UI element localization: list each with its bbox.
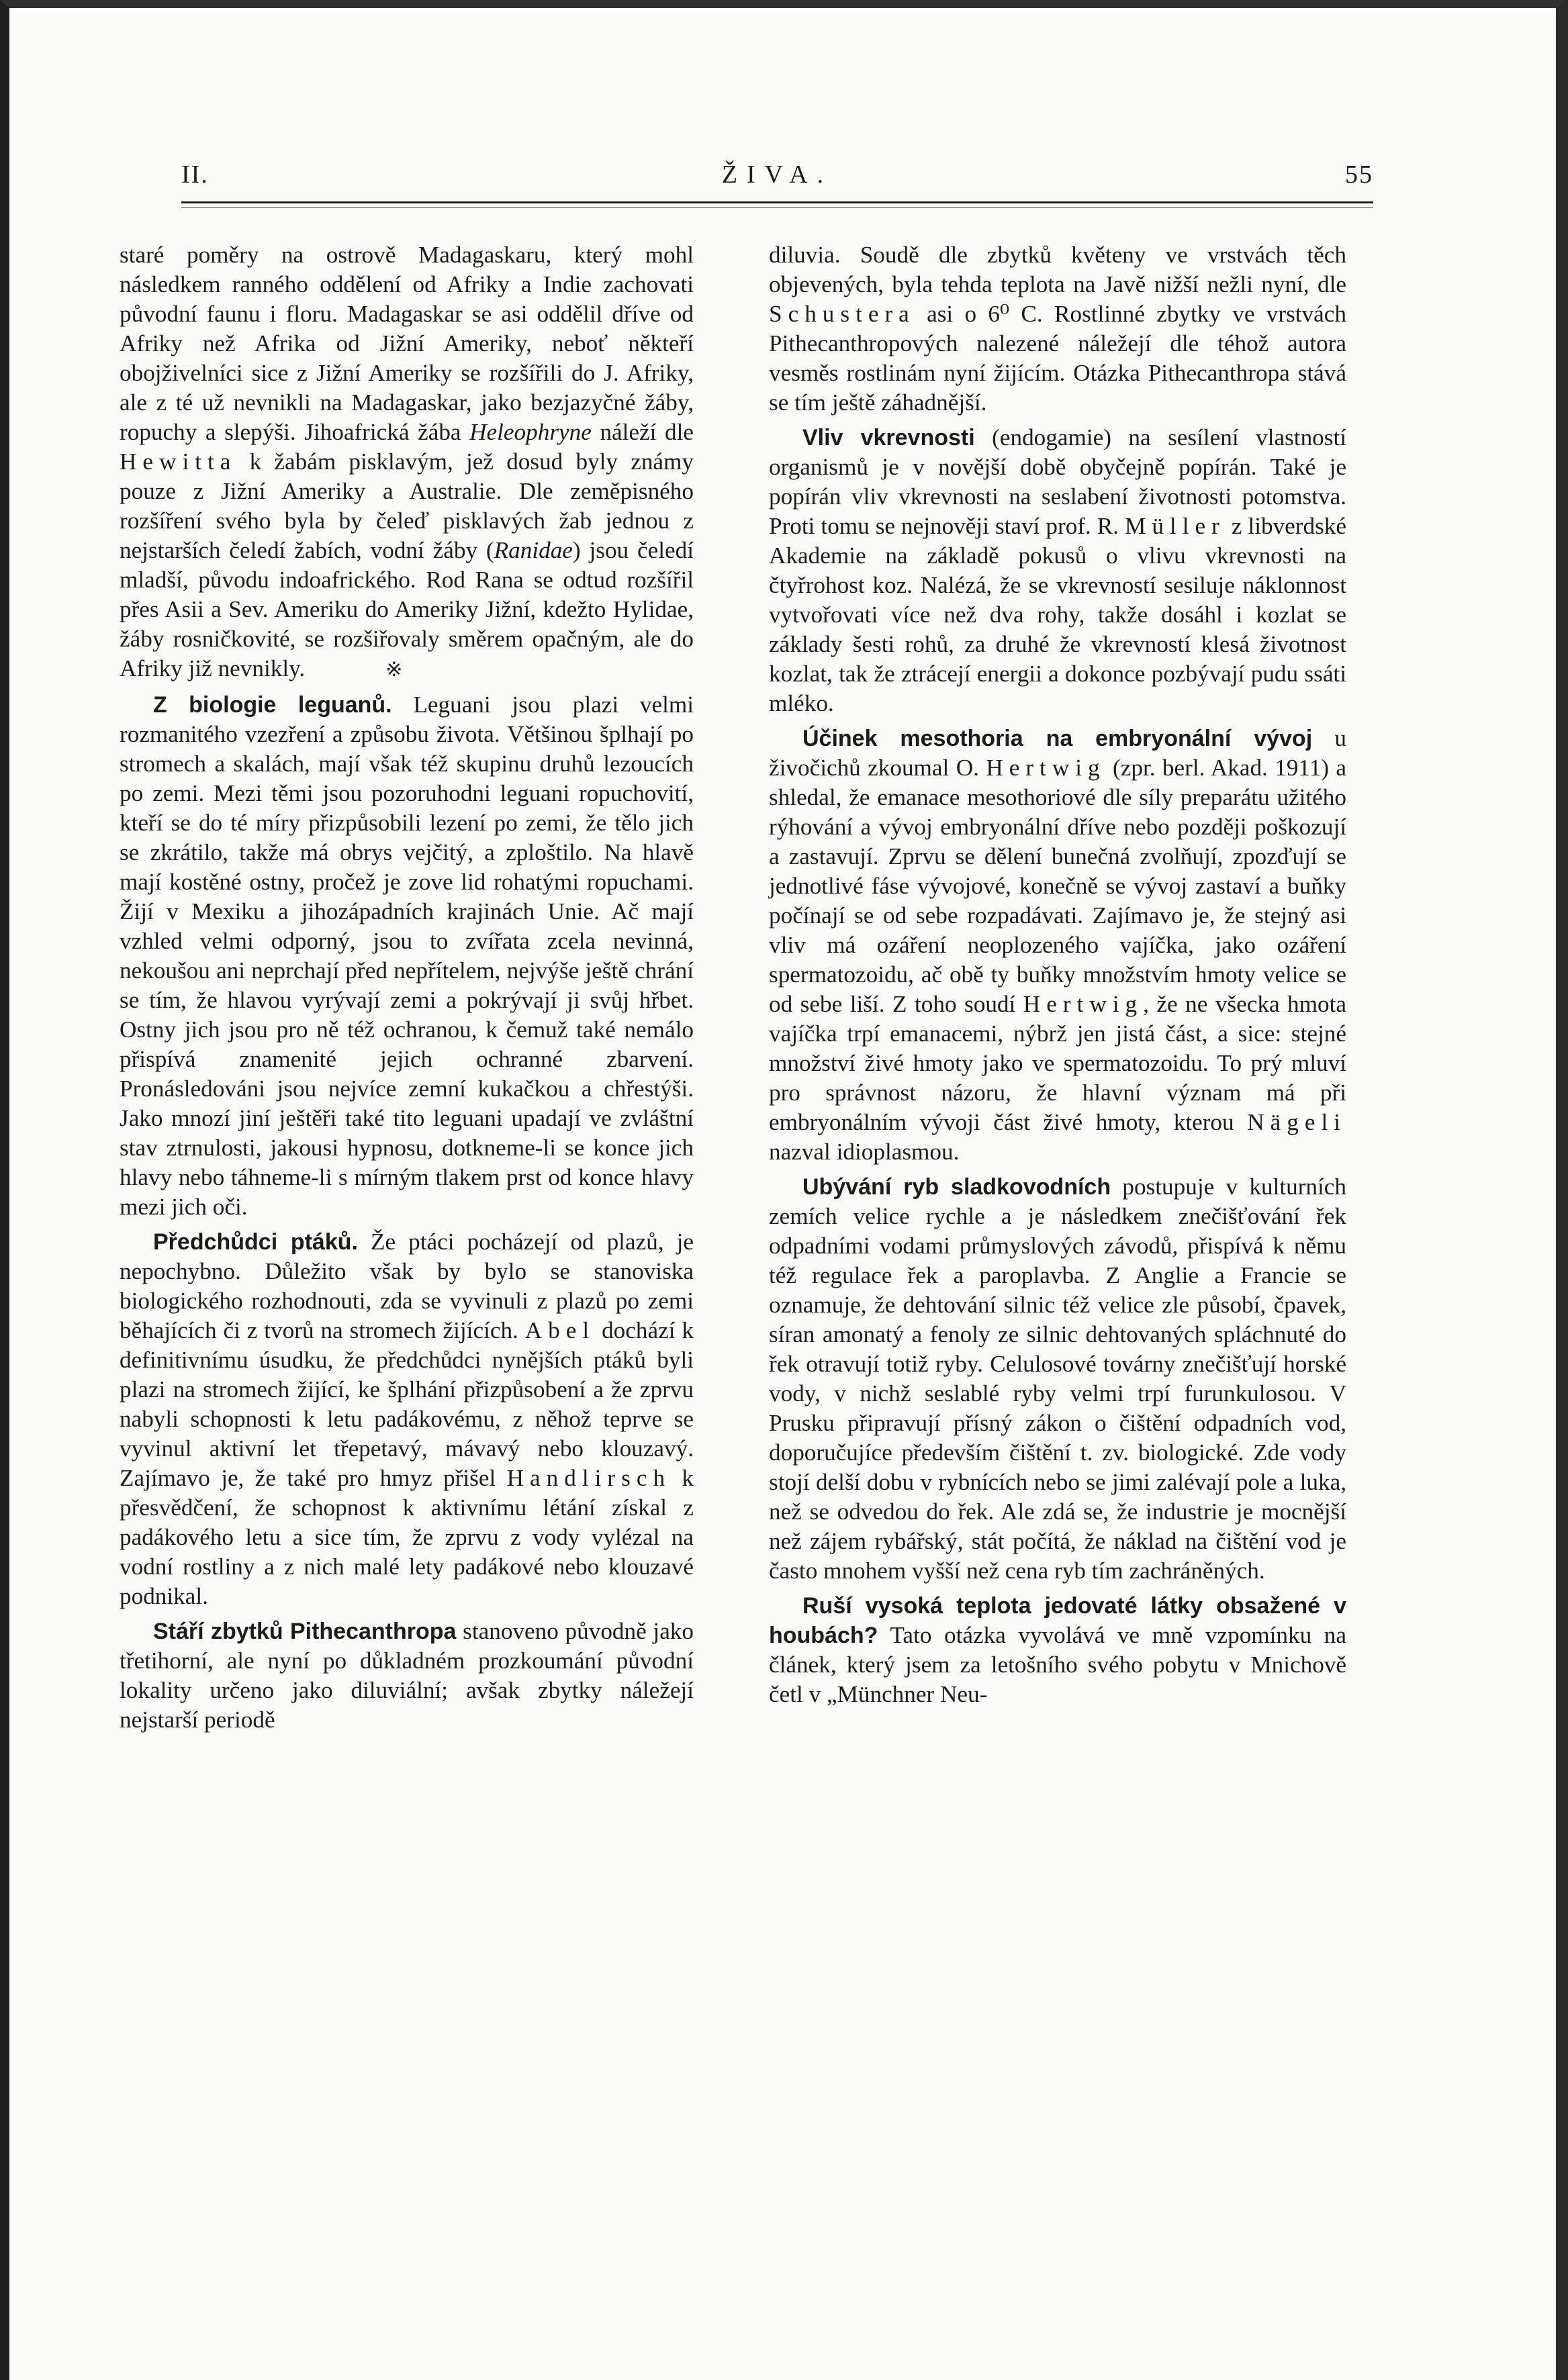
section-mesothorium: Účinek mesothoria na embryonální vývoj u živočichů zkoumal O. Hertwig (zpr. berl. Akad. 1911) a shledal, že emanace mesothoriové dle síly preparátu užitého rýhování a vývoj embryonální dříve nebo později poškozují a zastavují. Zprvu se dělení bunečná zvolňují, zpozďují se jednotlivé fáse vývojové, konečně se vývoj zastaví a buňky počínají se od sebe rozpadávati. Zajímavo je, že stejný asi vliv má ozáření neoplozeného vajíčka, jako ozáření spermatozoidu, ač obě ty buňky množstvím hmoty velice se od sebe liší. Z toho soudí Hertwig, že ne všecka hmota vajíčka trpí emanacemi, nýbrž jen jistá část, a sice: stejné množství živé hmoty jako ve spermatozoidu. To prý mluví pro správnost názoru, že hlavní význam má při embryonálním vývoji část živé hmoty, kterou Nägeli nazval idioplasmou.: [769, 725, 1347, 1165]
left-column: [120, 240, 694, 1735]
section-houby: Ruší vysoká teplota jedovaté látky obsažené v houbách? Tato otázka vyvolává ve mně vzpomínku na článek, který jsem za letošního svého pobytu v Mnichově četl v „Münchner Neu-: [769, 1593, 1346, 1707]
ornament-icon: ※: [385, 659, 403, 681]
paragraph-diluvium: diluvia. Soudě dle zbytků květeny ve vrstvách těch objevených, byla tehda teplota na Javě nižší nežli nyní, dle Schustera asi o 6⁰ C. Rostlinné zbytky ve vrstvách Pithecanthropových nalezené náležejí dle téhož autora vesměs rostlinám nyní žijícím. Otázka Pithecanthropa stává se tím ještě záhadnější.: [769, 242, 1346, 416]
author-name: Hertwig: [986, 755, 1106, 781]
running-head: [181, 160, 1373, 200]
section-predchudci: Předchůdci ptáků. Že ptáci pocházejí od plazů, je nepochybno. Důležito však by bylo se stanoviska biologického rozhodnouti, zda se vyvinuli z plazů po zemi běhajících či z tvorů na stromech žijících. Abel dochází k definitivnímu úsudku, že předchůdci nynějších ptáků byli plazi na stromech žijící, ke šplhání přizpůsobení a že zprvu nabyli schopnosti k letu padákovému, z něhož teprve se vyvinul aktivní let třepetavý, mávavý nebo klouzavý. Zajímavo je, že také pro hmyz přišel Handlirsch k přesvědčení, že schopnost k aktivnímu létání získal z padákového letu a sice tím, že zprvu z vody vylézal na vodní rostliny a z nich malé lety padákové nebo klouzavé podnikal.: [120, 1229, 694, 1609]
section-ryby: Ubývání ryb sladkovodních postupuje v kulturních zemích velice rychle a je následkem znečišťování řek odpadními vodami průmyslových závodů, přispívá k němu též regulace řek a paroplavba. Z Anglie a Francie se oznamuje, že dehtování silnic též velice zle působí, čpavek, síran amonatý a fenoly ze silnic dehtovaných spláchnuté do řek otravují totiž ryby. Celulosové továrny znečišťují horské vody, v nichž seslablé ryby velmi trpí furunkulosou. V Prusku připravují přísný zákon o čištění odpadních vod, doporučujíce především čištění t. zv. biologické. Zde vody stojí delší dobu v rybnících nebo se jimi zalévají pole a luka, než se odvedou do řek. Ale zdá se, že industrie je mocnější než zájem rybářský, stát počítá, že náklad na čištění vod je často mnohem vyšší než cena ryb tím zachráněných.: [769, 1174, 1346, 1584]
section-heading: Ubývání ryb sladkovodních: [802, 1174, 1111, 1200]
genus-name: Heleophryne: [469, 419, 592, 445]
section-heading: Vliv vkrevnosti: [802, 425, 975, 450]
family-name: Ranidae: [494, 537, 573, 563]
paragraph-madagascar: staré poměry na ostrově Madagaskaru, který mohl následkem ranného oddělení od Afriky a Indie zachovati původní faunu i floru. Madagaskar se asi oddělil dříve od Afriky než Afrika od Jižní Ameriky, neboť někteří obojživelníci sice z Jižní Ameriky se rozšířili do J. Afriky, ale z té už nevnikli na Madagaskar, jako bezjazyčné žáby, ropuchy a slepýši. Jihoafrická žába Heleophryne náleží dle Hewitta k žabám pisklavým, jež dosud byly známy pouze z Jižní Ameriky a Australie. Dle zeměpisného rozšíření svého byla by čeleď pisklavých žab jednou z nejstarších čeledí žabích, vodní žáby (Ranidae) jsou čeledí mladší, původu indoafrického. Rod Rana se odtud rozšířil přes Asii a Sev. Ameriku do Ameriky Jižní, kdežto Hylidae, žáby rosničkovité, se rozšiřovaly směrem opačným, ale do Afriky již nevnikly. ※: [120, 240, 694, 685]
header-rule: [181, 201, 1373, 203]
page-number: 55: [1345, 160, 1373, 189]
author-name: Hertwig: [1023, 991, 1144, 1017]
author-name: Handlirsch: [506, 1465, 672, 1491]
section-leguani: Z biologie leguanů. Leguani jsou plazi velmi rozmanitého vzezření a způsobu života. Většinou šplhají po stromech a skalách, mají však též skupinu druhů lezoucích po zemi. Mezi těmi jsou pozoruhodni leguani ropuchovití, kteří se do té míry přizpůsobili lezení po zemi, že tělo jich se zkrátilo, takže má obrys vejčitý, a zploštilo. Na hlavě mají kostěné ostny, pročež je zove lid rohatými ropuchami. Žijí v Mexiku a jihozápadních krajinách Unie. Ač mají vzhled velmi odporný, jsou to zvířata zcela nevinná, nekoušou ani neprchají před nepřítelem, nejvýše ještě chrání se tím, že hlavou vyrývají zemi a pokrývají ji svůj hřbet. Ostny jich jsou pro ně též ochranou, k čemuž také nemálo přispívá znamenité jejich ochranné zbarvení. Pronásledováni jsou nejvíce zemní kukačkou a chřestýši. Jako mnozí jiní ještěři také tito leguani upadají ve zvláštní stav ztrnulosti, jakousi hypnosu, dotkneme-li se konce jich hlavy nebo táhneme-li s mírným tlakem prst od konce hlavy mezi jich oči.: [120, 692, 694, 1220]
section-heading: Předchůdci ptáků.: [153, 1229, 358, 1255]
section-heading: Účinek mesothoria na embryonální vývoj: [802, 726, 1313, 751]
author-name: Nägeli: [1247, 1109, 1346, 1135]
author-name: Müller: [1125, 513, 1226, 539]
journal-title: ŽIVA.: [721, 160, 833, 189]
author-name: Abel: [524, 1317, 596, 1343]
author-name: Schustera: [769, 301, 915, 327]
section-heading: Stáří zbytků Pithecanthropa: [153, 1619, 457, 1644]
volume-number: II.: [181, 160, 209, 189]
section-pithecanthropus: Stáří zbytků Pithecanthropa stanoveno původně jako třetihorní, ale nyní po důkladném prozkoumání původní lokality určeno jako diluviální; avšak zbytky náležejí nejstarší periodě: [120, 1618, 694, 1733]
header-rule-thin: [181, 207, 1373, 208]
section-heading: Ruší vysoká teplota jedovaté látky obsažené v houbách?: [769, 1593, 1346, 1648]
section-heading: Z biologie leguanů.: [153, 692, 392, 718]
author-name: Hewitta: [120, 448, 237, 475]
section-vkrevnost: Vliv vkrevnosti (endogamie) na sesílení vlastností organismů je v novější době obyčejně popírán. Také je popírán vliv vkrevnosti na seslabení životnosti potomstva. Proti tomu se nejnověji staví prof. R. Müller z libverdské Akademie na základě pokusů o vlivu vkrevnosti na čtyřrohost koz. Nalézá, že se vkrevností sesiluje náklonnost vytvořovati více než dva rohy, takže dosáhl i kozlat se základy šesti rohů, za druhé že vkrevností klesá životnost kozlat, tak že ztrácejí energii a dokonce pozbývají pudu ssáti mléko.: [769, 424, 1347, 716]
right-column: [769, 240, 1346, 1709]
